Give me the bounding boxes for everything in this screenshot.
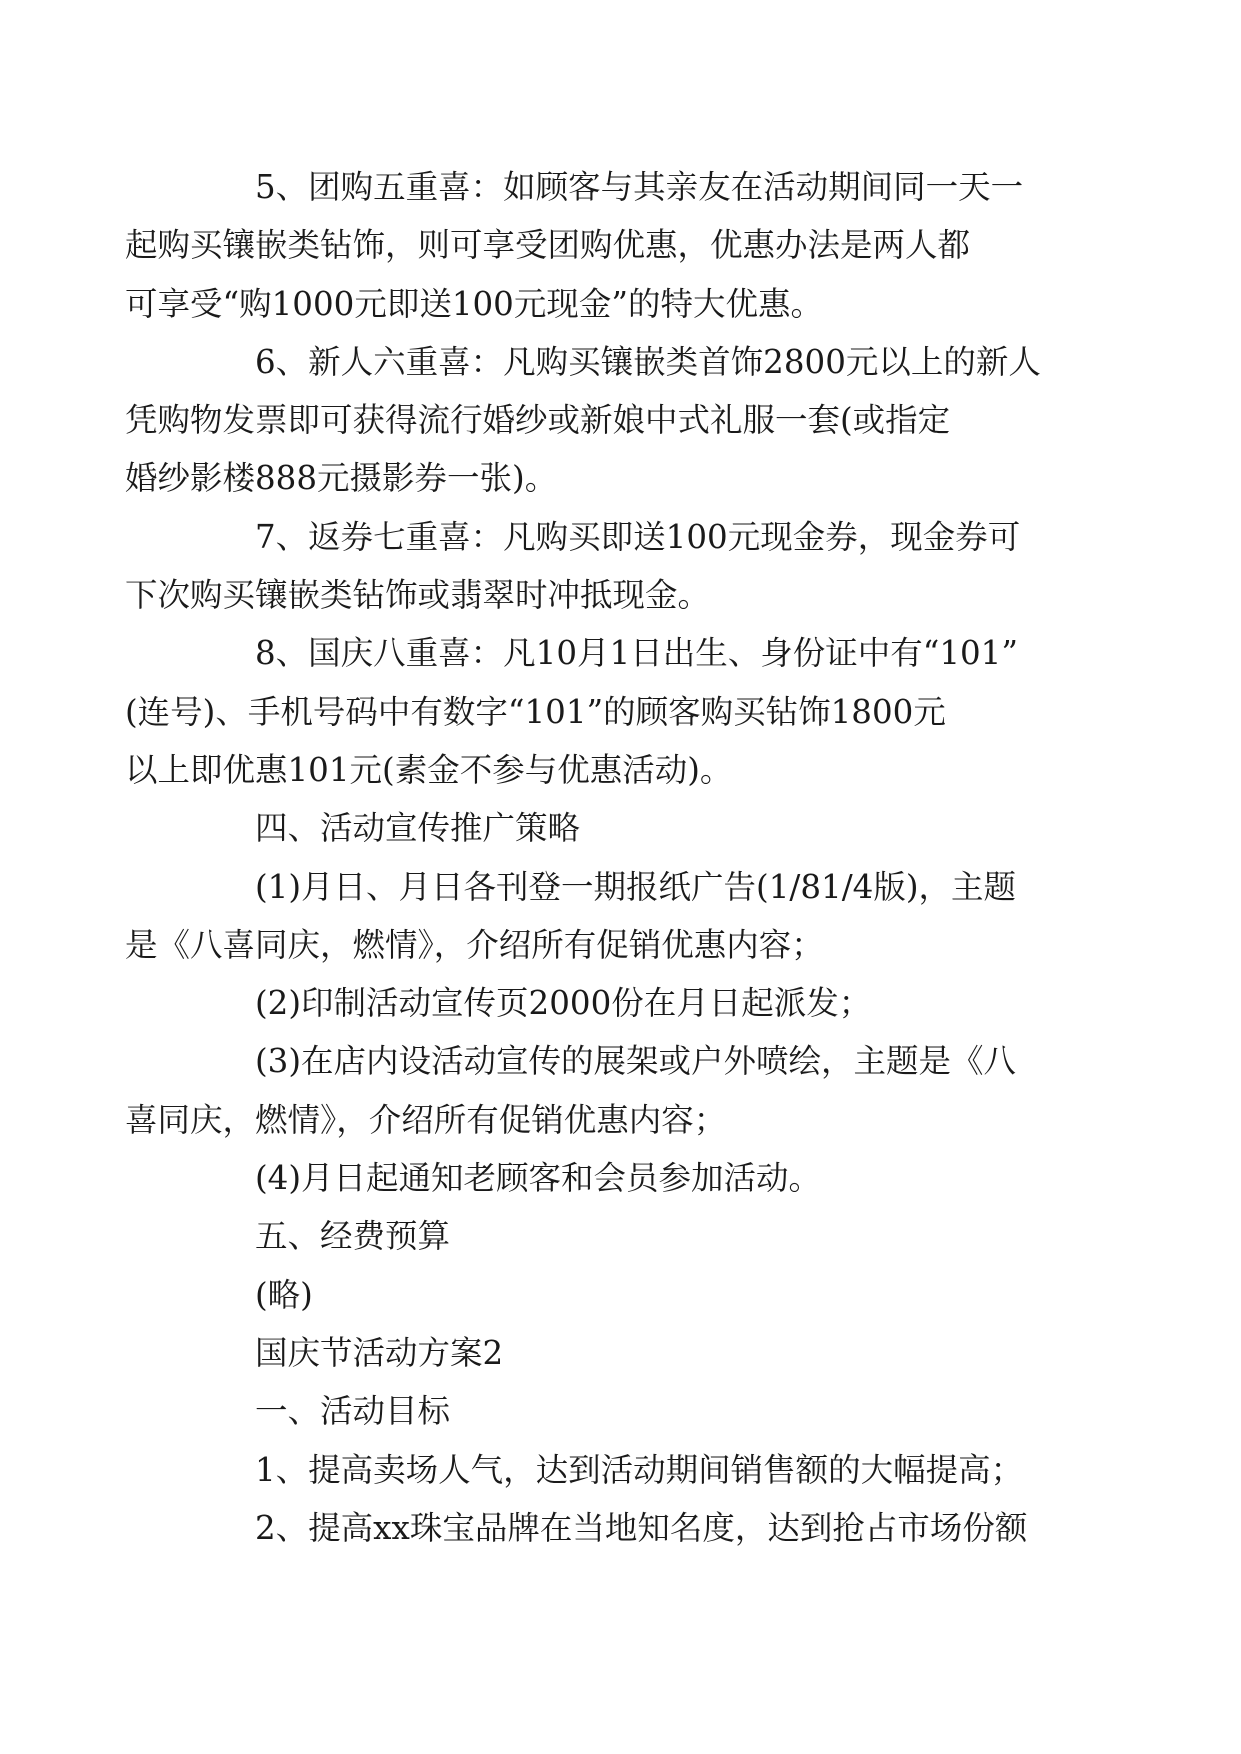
- text-line: 是《八喜同庆，燃情》，介绍所有促销优惠内容；: [125, 925, 824, 964]
- text-line: 凭购物发票即可获得流行婚纱或新娘中式礼服一套(或指定: [125, 401, 951, 440]
- text-line: 四、活动宣传推广策略: [255, 809, 581, 848]
- section-heading-goals: [190, 1382, 1050, 1440]
- paragraph-promo-4: [190, 1149, 1050, 1207]
- text-line: 6、新人六重喜：凡购买镶嵌类首饰2800元以上的新人: [255, 342, 1041, 381]
- document-body: [125, 158, 1050, 1557]
- text-line: 可享受“购1000元即送100元现金”的特大优惠。: [125, 284, 823, 323]
- text-line: (3)在店内设活动宣传的展架或户外喷绘，主题是《八: [255, 1042, 1017, 1081]
- text-line: 下次购买镶嵌类钻饰或翡翠时冲抵现金。: [125, 576, 711, 615]
- document-subtitle: [190, 1324, 1050, 1382]
- paragraph-promo-2: [190, 974, 1050, 1032]
- paragraph-promo-1: [125, 858, 1050, 975]
- text-line: 7、返券七重喜：凡购买即送100元现金券，现金券可: [255, 517, 1021, 556]
- text-line: 五、经费预算: [255, 1217, 451, 1256]
- text-line: 5、团购五重喜：如顾客与其亲友在活动期间同一天一: [255, 168, 1024, 206]
- text-line: 1、提高卖场人气，达到活动期间销售额的大幅提高；: [255, 1450, 1024, 1489]
- text-line: (2)印制活动宣传页2000份在月日起派发；: [255, 984, 872, 1023]
- text-line: 婚纱影楼888元摄影券一张)。: [125, 459, 558, 498]
- text-line: (略): [255, 1275, 313, 1314]
- text-line: 8、国庆八重喜：凡10月1日出生、身份证中有“101”: [255, 634, 1018, 673]
- text-line: 2、提高xx珠宝品牌在当地知名度，达到抢占市场份额: [255, 1508, 1028, 1547]
- text-line: 国庆节活动方案2: [255, 1333, 504, 1372]
- paragraph-promo-3: [125, 1032, 1050, 1149]
- paragraph-national-day: [125, 624, 1050, 799]
- text-line: 以上即优惠101元(素金不参与优惠活动)。: [125, 750, 733, 789]
- paragraph-goal-2: [190, 1499, 1050, 1557]
- text-line: 喜同庆，燃情》，介绍所有促销优惠内容；: [125, 1100, 727, 1139]
- paragraph-newlywed: [125, 333, 1050, 508]
- text-line: (1)月日、月日各刊登一期报纸广告(1/81/4版)，主题: [255, 867, 1017, 906]
- paragraph-group-buy: [125, 158, 1050, 333]
- paragraph-budget-omitted: [190, 1266, 1050, 1324]
- text-line: (4)月日起通知老顾客和会员参加活动。: [255, 1159, 822, 1198]
- paragraph-voucher: [125, 508, 1050, 625]
- section-heading-budget: [190, 1207, 1050, 1265]
- paragraph-goal-1: [190, 1441, 1050, 1499]
- text-line: 一、活动目标: [255, 1392, 451, 1431]
- text-line: (连号)、手机号码中有数字“101”的顾客购买钻饰1800元: [125, 692, 946, 731]
- section-heading-promotion: [190, 799, 1050, 857]
- text-line: 起购买镶嵌类钻饰，则可享受团购优惠，优惠办法是两人都: [125, 226, 971, 265]
